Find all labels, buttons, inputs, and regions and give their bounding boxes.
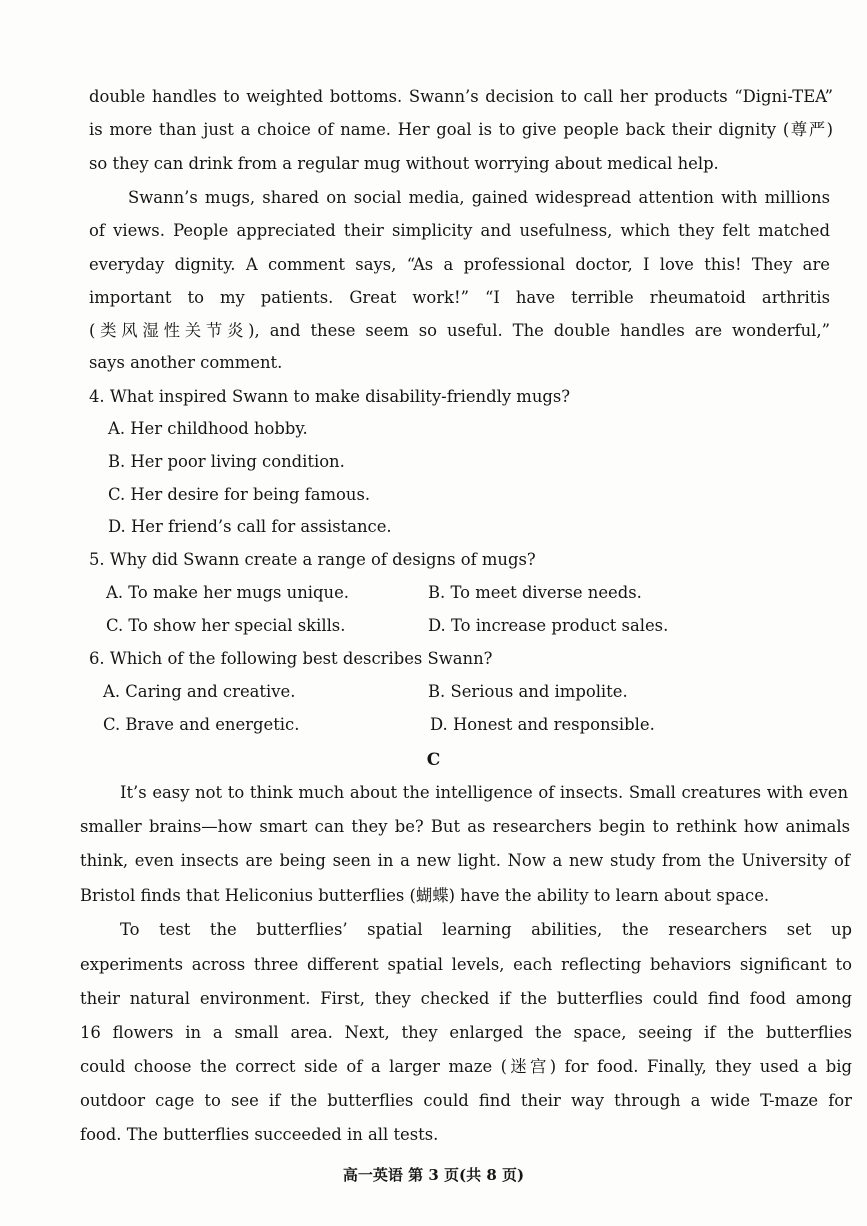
option-d: D. Honest and responsible. bbox=[430, 715, 655, 734]
passage-line: It’s easy not to think much about the intelligence of insects. Small creatures with even bbox=[120, 783, 848, 802]
option-b: B. To meet diverse needs. bbox=[428, 583, 642, 602]
option-d: D. Her friend’s call for assistance. bbox=[108, 517, 392, 536]
question-stem: 6. Which of the following best describes Swann? bbox=[89, 649, 493, 668]
passage-line: is more than just a choice of name. Her goal is to give people back their dignity (尊严) bbox=[89, 120, 833, 139]
page-footer: 高一英语 第 3 页(共 8 页) bbox=[342, 1166, 525, 1184]
passage-line: Bristol finds that Heliconius butterflies (蝴蝶) have the ability to learn about space. bbox=[80, 886, 770, 905]
option-c: C. To show her special skills. bbox=[106, 616, 346, 635]
passage-line: so they can drink from a regular mug without worrying about medical help. bbox=[89, 154, 719, 173]
passage-line: double handles to weighted bottoms. Swann’s decision to call her products “Digni-TEA” bbox=[89, 87, 833, 106]
section-heading: C bbox=[426, 750, 441, 770]
passage-line: outdoor cage to see if the butterflies could find their way through a wide T-maze for bbox=[80, 1091, 852, 1110]
passage-line: of views. People appreciated their simplicity and usefulness, which they felt matched bbox=[89, 221, 830, 240]
passage-line: everyday dignity. A comment says, “As a professional doctor, I love this! They are bbox=[89, 255, 830, 274]
passage-line: To test the butterflies’ spatial learning abilities, the researchers set up bbox=[120, 920, 852, 939]
passage-line: think, even insects are being seen in a new light. Now a new study from the University of bbox=[80, 851, 850, 870]
passage-line: Swann’s mugs, shared on social media, gained widespread attention with millions bbox=[128, 188, 830, 207]
passage-line: could choose the correct side of a larger maze (迷宫) for food. Finally, they used a big bbox=[80, 1057, 852, 1076]
passage-line: says another comment. bbox=[89, 353, 283, 372]
passage-line: food. The butterflies succeeded in all tests. bbox=[80, 1125, 439, 1144]
passage-line: important to my patients. Great work!” “I have terrible rheumatoid arthritis bbox=[89, 288, 830, 307]
passage-line: experiments across three different spatial levels, each reflecting behaviors significant to bbox=[80, 955, 852, 974]
option-c: C. Brave and energetic. bbox=[103, 715, 300, 734]
option-b: B. Her poor living condition. bbox=[108, 452, 345, 471]
option-d: D. To increase product sales. bbox=[428, 616, 669, 635]
option-b: B. Serious and impolite. bbox=[428, 682, 628, 701]
passage-line: their natural environment. First, they checked if the butterflies could find food among bbox=[80, 989, 852, 1008]
option-c: C. Her desire for being famous. bbox=[108, 485, 371, 504]
passage-line: smaller brains—how smart can they be? But as researchers begin to rethink how animals bbox=[80, 817, 850, 836]
passage-line: 16 flowers in a small area. Next, they enlarged the space, seeing if the butterflies bbox=[80, 1023, 852, 1042]
question-stem: 5. Why did Swann create a range of designs of mugs? bbox=[89, 550, 536, 569]
option-a: A. Caring and creative. bbox=[103, 682, 296, 701]
option-a: A. Her childhood hobby. bbox=[108, 419, 308, 438]
question-stem: 4. What inspired Swann to make disability-friendly mugs? bbox=[89, 387, 571, 406]
passage-line: (类风湿性关节炎), and these seem so useful. The double handles are wonderful,” bbox=[89, 321, 830, 340]
option-a: A. To make her mugs unique. bbox=[106, 583, 349, 602]
